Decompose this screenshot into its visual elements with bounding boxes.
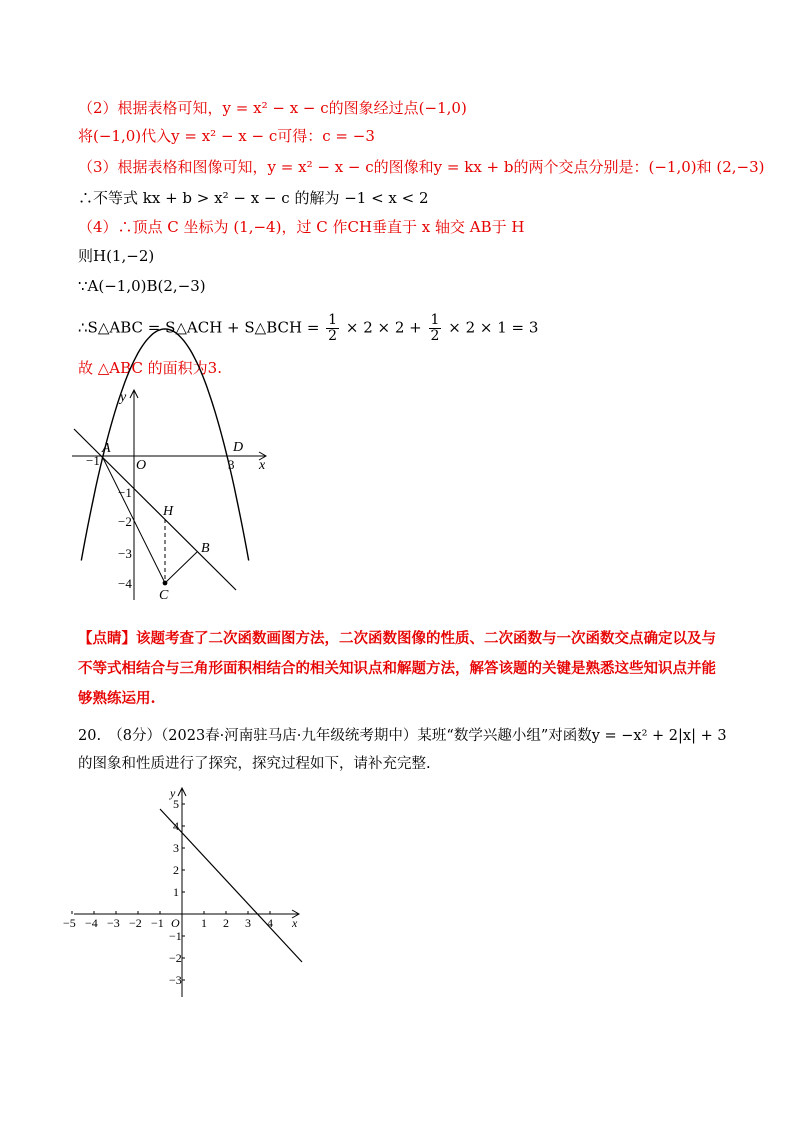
solution-line-2b-text: 将(−1,0)代入y = x² − x − c可得：c = −3 (78, 127, 375, 145)
point-c-label: C (159, 588, 169, 603)
key-point-comment (78, 624, 728, 714)
area-expression-middle: × 2 × 2 + (345, 318, 422, 337)
comment-heading: 【点睛】 (78, 630, 136, 647)
comment-body: 该题考查了二次函数画图方法，二次函数图像的性质、二次函数与一次函数交点确定以及与不等式相结合与三角形面积相结合的相关知识点和解题方法，解答该题的关键是熟悉这些知识点并能够熟练运用. (78, 630, 716, 707)
y-tick-label: 3 (173, 841, 179, 855)
solution-line-4e: 故 △ABC 的面积为3. (78, 359, 222, 377)
solution-line-3b: ∴不等式 kx + b > x² − x − c 的解为 −1 < x < 2 (78, 189, 429, 207)
x-tick-labels (63, 916, 273, 930)
tick-x-neg1: −1 (86, 453, 100, 468)
solution-line-4c: ∵A(−1,0)B(2,−3) (78, 277, 206, 295)
y-tick-label: −1 (169, 929, 182, 943)
x-axis-label: x (292, 916, 298, 930)
area-expression-start: ∴S△ABC = S△ACH + S△BCH = (78, 318, 320, 337)
area-expression-end: × 2 × 1 = 3 (448, 318, 539, 337)
y-tick-label: 4 (173, 819, 179, 833)
x-tick-label: −3 (107, 916, 120, 930)
fraction-denominator: 2 (328, 328, 338, 344)
tick-y-neg3: −3 (118, 546, 132, 561)
solution-line-3a: （3）根据表格和图像可知，y = x² − x − c的图像和y = kx + b的两个交点分别是：(−1,0)和 (2,−3) (78, 158, 765, 176)
y-tick-label: −3 (169, 973, 182, 987)
x-tick-label: 4 (267, 916, 273, 930)
y-tick-label: 1 (173, 885, 179, 899)
y-tick-label: 2 (173, 863, 179, 877)
tick-y-neg1: −1 (118, 485, 132, 500)
point-c-dot (163, 581, 168, 586)
question-20: 20. （8分）（2023春·河南驻马店·九年级统考期中）某班“数学兴趣小组”对函数y = −x² + 2|x| + 3的图象和性质进行了探究，探究过程如下，请补充完整. (78, 728, 727, 772)
tick-x-3: 3 (228, 457, 235, 472)
fraction-numerator: 1 (430, 312, 440, 328)
x-tick-label: 1 (201, 916, 207, 930)
point-h-label: H (163, 504, 174, 519)
x-tick-label: −4 (85, 916, 98, 930)
fraction-denominator: 2 (430, 328, 440, 344)
x-tick-label: −5 (63, 916, 76, 930)
x-tick-label: −1 (151, 916, 164, 930)
segment-bc (165, 552, 197, 583)
fraction-numerator: 1 (328, 312, 338, 328)
question-graph (63, 785, 310, 1000)
solution-line-4b: 则H(1,−2) (78, 247, 155, 265)
x-tick-label: −2 (129, 916, 142, 930)
point-a-label: A (102, 441, 111, 456)
y-tick-label: 5 (173, 797, 179, 811)
y-axis-label: y (170, 786, 176, 800)
x-tick-label: 2 (223, 916, 229, 930)
x-tick-label: 3 (245, 916, 251, 930)
fraction-half-1 (326, 313, 339, 344)
point-b-label: B (201, 541, 210, 556)
origin-label: O (171, 916, 180, 930)
solution-line-2a: （2）根据表格可知，y = x² − x − c的图象经过点(−1,0) (78, 99, 467, 117)
y-axis-label: y (120, 390, 127, 405)
y-tick-labels (169, 797, 182, 987)
parabola-graph (60, 385, 300, 615)
solution-line-4a: （4）∴顶点 C 坐标为 (1,−4)，过 C 作CH垂直于 x 轴交 AB于 H (78, 218, 525, 236)
tick-y-neg2: −2 (118, 514, 132, 529)
x-axis-label: x (259, 458, 266, 473)
point-d-label: D (233, 440, 244, 455)
origin-label: O (136, 458, 147, 473)
tick-y-neg4: −4 (118, 576, 132, 591)
solution-line-2b (78, 126, 375, 146)
fraction-half-2 (429, 313, 442, 344)
y-tick-label: −2 (169, 951, 182, 965)
